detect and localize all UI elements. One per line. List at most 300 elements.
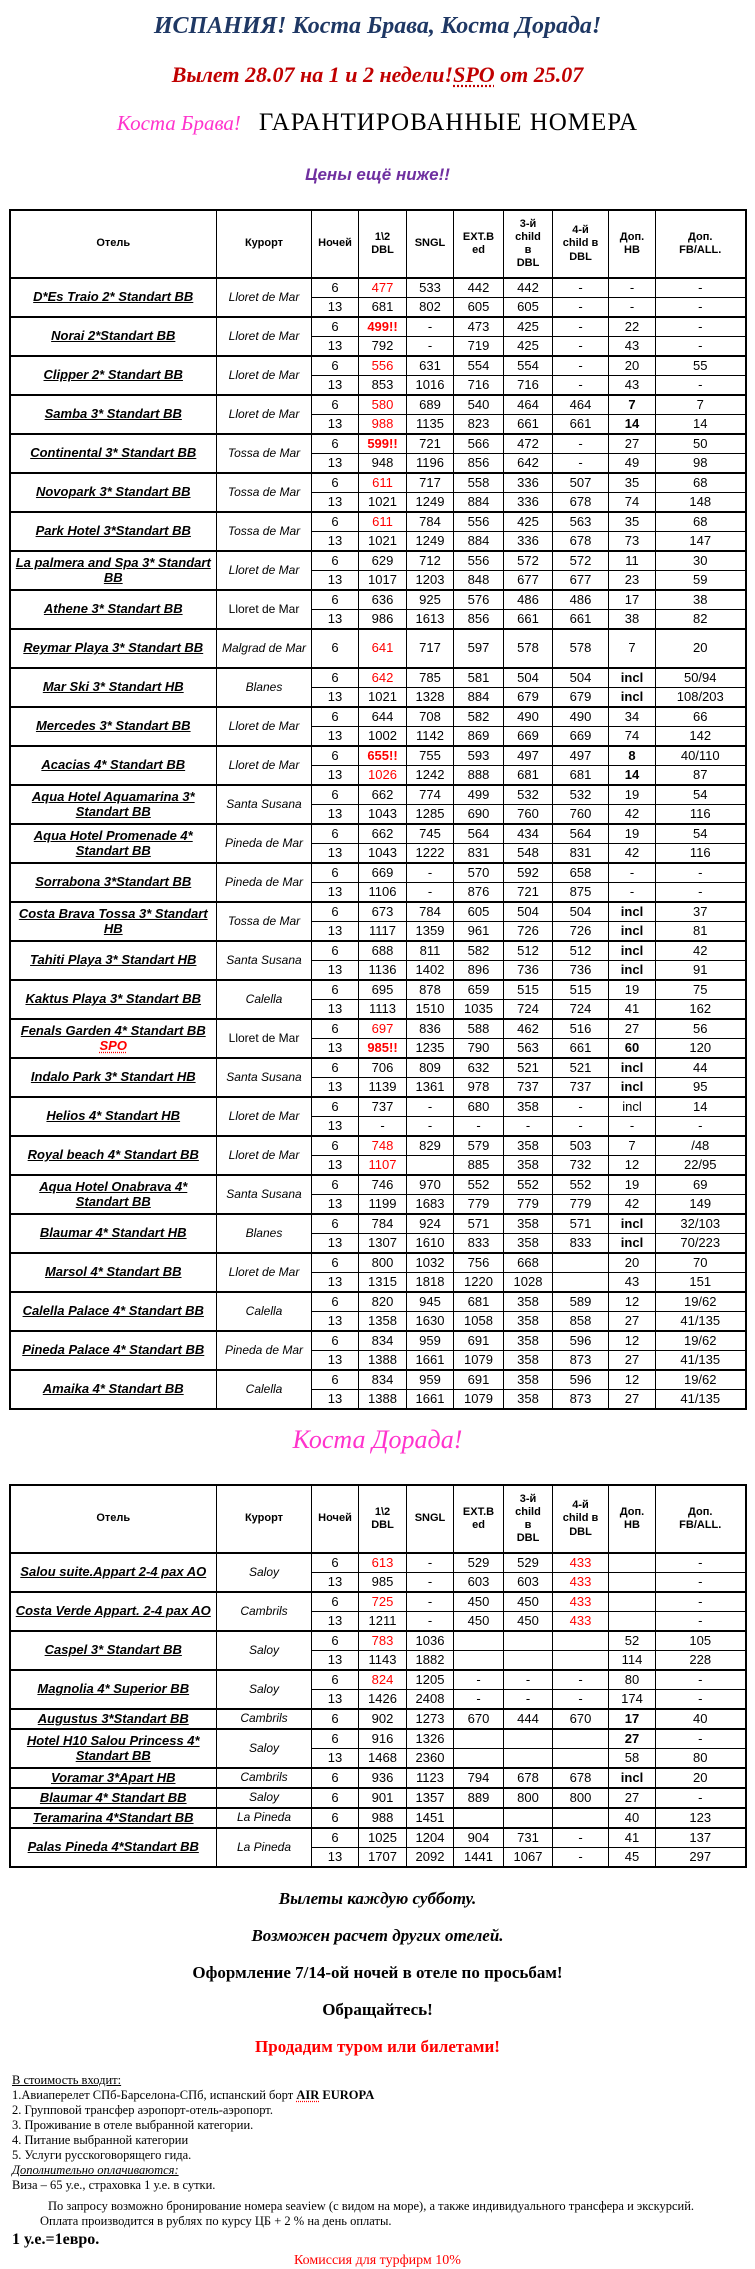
price-cell: 1402 xyxy=(407,961,454,981)
price-row xyxy=(10,1670,746,1690)
hotel-name-cell xyxy=(10,1331,217,1370)
hotel-name: Teramarina 4*Standart BB xyxy=(32,1809,194,1825)
hotel-name: Aqua Hotel Aquamarina 3* Standart BB xyxy=(31,789,195,819)
resort-name: Blanes xyxy=(217,668,312,707)
price-cell: 22 xyxy=(609,317,656,337)
nights-cell: 6 xyxy=(312,1828,359,1848)
column-header-1: Курорт xyxy=(217,210,312,278)
price-cell: 873 xyxy=(553,1390,609,1410)
price-cell: 148 xyxy=(656,493,746,513)
price-cell: 1135 xyxy=(407,415,454,435)
price-cell: 1002 xyxy=(359,727,407,747)
price-cell: 41/135 xyxy=(656,1312,746,1332)
price-row xyxy=(10,512,746,532)
price-cell: - xyxy=(609,278,656,298)
price-cell: 985!! xyxy=(359,1039,407,1059)
resort-name: Saloy xyxy=(217,1788,312,1808)
price-cell xyxy=(553,1651,609,1671)
hotel-name: Park Hotel 3*Standart BB xyxy=(35,523,191,539)
price-cell: 875 xyxy=(553,883,609,903)
column-header-0: Отель xyxy=(10,210,217,278)
price-cell: 1818 xyxy=(407,1273,454,1293)
price-cell: - xyxy=(656,1690,746,1710)
nights-cell: 6 xyxy=(312,317,359,337)
price-row xyxy=(10,863,746,883)
price-cell: 673 xyxy=(359,902,407,922)
price-cell: 19 xyxy=(609,1175,656,1195)
price-cell: 566 xyxy=(454,434,504,454)
price-cell: - xyxy=(553,337,609,357)
price-cell: 784 xyxy=(359,1214,407,1234)
price-cell: - xyxy=(553,434,609,454)
resort-name: Santa Susana xyxy=(217,1058,312,1097)
flight-text: 1.Авиаперелет СПб-Барселона-СПб, испанский борт xyxy=(12,2088,297,2102)
price-cell: 66 xyxy=(656,707,746,727)
nights-cell: 13 xyxy=(312,1078,359,1098)
price-cell: incl xyxy=(609,902,656,922)
price-cell: 779 xyxy=(504,1195,553,1215)
price-cell: 54 xyxy=(656,824,746,844)
nights-cell: 13 xyxy=(312,1351,359,1371)
price-cell: 605 xyxy=(454,298,504,318)
price-cell: 433 xyxy=(553,1553,609,1573)
nights-cell: 6 xyxy=(312,1058,359,1078)
nights-cell: 6 xyxy=(312,1553,359,1573)
payment-note: Оплата производится в рублях по курсу ЦБ + 2 % на день оплаты. xyxy=(40,2214,392,2228)
hotel-name: Mar Ski 3* Standart HB xyxy=(42,679,184,695)
price-cell: 658 xyxy=(553,863,609,883)
price-cell: 1106 xyxy=(359,883,407,903)
hotel-name: Salou suite.Appart 2-4 pax AO xyxy=(20,1564,207,1580)
hotel-name: Reymar Playa 3* Standart BB xyxy=(23,640,204,656)
nights-cell: 13 xyxy=(312,1039,359,1059)
price-cell: 1204 xyxy=(407,1828,454,1848)
price-cell: 450 xyxy=(454,1592,504,1612)
hotel-name: La palmera and Spa 3* Standart BB xyxy=(15,555,211,585)
price-row xyxy=(10,1370,746,1390)
price-cell: 661 xyxy=(553,415,609,435)
price-cell: 589 xyxy=(553,1292,609,1312)
price-cell: 690 xyxy=(454,805,504,825)
price-cell: 708 xyxy=(407,707,454,727)
price-cell: - xyxy=(609,883,656,903)
price-cell: 571 xyxy=(553,1214,609,1234)
price-cell: 811 xyxy=(407,941,454,961)
price-cell: 68 xyxy=(656,512,746,532)
price-cell: 578 xyxy=(553,629,609,668)
price-cell: 358 xyxy=(504,1156,553,1176)
price-cell: 669 xyxy=(359,863,407,883)
hotel-name-cell xyxy=(10,278,217,317)
price-cell: 1199 xyxy=(359,1195,407,1215)
price-row xyxy=(10,1553,746,1573)
price-cell: 81 xyxy=(656,922,746,942)
price-cell: - xyxy=(407,1553,454,1573)
price-cell: 41 xyxy=(609,1828,656,1848)
price-cell: 884 xyxy=(454,493,504,513)
price-cell xyxy=(553,1631,609,1651)
price-cell: 588 xyxy=(454,1019,504,1039)
price-cell: - xyxy=(407,1612,454,1632)
hotel-name-cell xyxy=(10,1709,217,1729)
price-cell: 60 xyxy=(609,1039,656,1059)
hotel-name: Norai 2*Standart BB xyxy=(51,328,176,344)
spo-label: SPO xyxy=(453,62,495,87)
nights-cell: 13 xyxy=(312,298,359,318)
hotel-name-cell xyxy=(10,356,217,395)
exchange-rate: 1 у.е.=1евро. xyxy=(12,2231,100,2248)
price-cell: 41/135 xyxy=(656,1351,746,1371)
costa-dorada-price-table xyxy=(9,1484,747,1868)
price-cell: 661 xyxy=(553,1039,609,1059)
price-cell: 611 xyxy=(359,512,407,532)
price-cell: 1707 xyxy=(359,1848,407,1868)
resort-name: Lloret de Mar xyxy=(217,356,312,395)
hotel-name-cell xyxy=(10,707,217,746)
column-header-7: 4-й child в DBL xyxy=(553,210,609,278)
price-cell: 873 xyxy=(553,1351,609,1371)
nights-cell: 13 xyxy=(312,688,359,708)
nights-cell: 6 xyxy=(312,629,359,668)
price-cell: 948 xyxy=(359,454,407,474)
price-cell: 888 xyxy=(454,766,504,786)
price-cell: incl xyxy=(609,1214,656,1234)
price-cell: 19/62 xyxy=(656,1292,746,1312)
price-cell: - xyxy=(407,337,454,357)
price-row xyxy=(10,1058,746,1078)
nights-cell: 13 xyxy=(312,1312,359,1332)
price-cell: 755 xyxy=(407,746,454,766)
price-cell: 27 xyxy=(609,1729,656,1749)
price-cell: 7 xyxy=(609,629,656,668)
price-cell: 831 xyxy=(553,844,609,864)
hotel-name: Clipper 2* Standart BB xyxy=(43,367,183,383)
hotel-name-cell xyxy=(10,1058,217,1097)
price-cell: 945 xyxy=(407,1292,454,1312)
price-cell: 613 xyxy=(359,1553,407,1573)
nights-cell: 13 xyxy=(312,1612,359,1632)
price-cell: 20 xyxy=(609,356,656,376)
price-cell: 790 xyxy=(454,1039,504,1059)
price-cell: 1021 xyxy=(359,688,407,708)
hotel-name: Acacias 4* Standart BB xyxy=(41,757,186,773)
price-cell: 631 xyxy=(407,356,454,376)
price-cell: 678 xyxy=(504,1768,553,1788)
price-cell: 2360 xyxy=(407,1749,454,1769)
price-cell: 50/94 xyxy=(656,668,746,688)
price-cell: 785 xyxy=(407,668,454,688)
resort-name: Saloy xyxy=(217,1631,312,1670)
price-cell: 11 xyxy=(609,551,656,571)
price-cell: - xyxy=(609,298,656,318)
price-cell: 486 xyxy=(504,590,553,610)
price-row xyxy=(10,902,746,922)
price-cell xyxy=(553,1749,609,1769)
hotel-name: Fenals Garden 4* Standart BB xyxy=(20,1023,206,1039)
price-cell: 7 xyxy=(609,1136,656,1156)
price-cell: 19/62 xyxy=(656,1370,746,1390)
price-cell: 1882 xyxy=(407,1651,454,1671)
price-cell: 529 xyxy=(504,1553,553,1573)
price-cell: - xyxy=(553,1117,609,1137)
price-cell xyxy=(504,1651,553,1671)
price-cell: 149 xyxy=(656,1195,746,1215)
price-cell: 642 xyxy=(359,668,407,688)
price-cell: 556 xyxy=(454,551,504,571)
nights-cell: 6 xyxy=(312,1331,359,1351)
price-row xyxy=(10,317,746,337)
price-cell: - xyxy=(656,1729,746,1749)
price-cell: 556 xyxy=(359,356,407,376)
price-cell: 174 xyxy=(609,1690,656,1710)
price-cell: 670 xyxy=(553,1709,609,1729)
price-cell: 558 xyxy=(454,473,504,493)
hotel-name: Hotel H10 Salou Princess 4* Standart BB xyxy=(26,1733,200,1763)
price-cell: incl xyxy=(609,1234,656,1254)
price-row xyxy=(10,1175,746,1195)
price-cell: 856 xyxy=(454,454,504,474)
price-row xyxy=(10,980,746,1000)
price-cell: 27 xyxy=(609,1788,656,1808)
price-list-document xyxy=(0,12,755,2268)
price-cell: 19 xyxy=(609,824,656,844)
nights-cell: 6 xyxy=(312,1729,359,1749)
hotel-name: Augustus 3*Standart BB xyxy=(37,1710,189,1726)
price-cell: 596 xyxy=(553,1331,609,1351)
price-cell: 44 xyxy=(656,1058,746,1078)
price-cell: 80 xyxy=(656,1749,746,1769)
resort-name: La Pineda xyxy=(217,1808,312,1828)
price-cell: 1426 xyxy=(359,1690,407,1710)
price-cell: 978 xyxy=(454,1078,504,1098)
resort-name: Malgrad de Mar xyxy=(217,629,312,668)
price-cell: - xyxy=(454,1690,504,1710)
price-cell: 91 xyxy=(656,961,746,981)
price-cell: 925 xyxy=(407,590,454,610)
price-cell: 831 xyxy=(454,844,504,864)
price-cell xyxy=(609,1612,656,1632)
price-cell: - xyxy=(656,883,746,903)
price-cell: - xyxy=(553,1848,609,1868)
hotel-name-cell xyxy=(10,1214,217,1253)
price-cell: - xyxy=(553,1828,609,1848)
price-cell: 45 xyxy=(609,1848,656,1868)
price-cell: 358 xyxy=(504,1136,553,1156)
price-cell: 579 xyxy=(454,1136,504,1156)
price-cell: - xyxy=(407,883,454,903)
hotel-name-cell xyxy=(10,590,217,629)
price-cell: 824 xyxy=(359,1670,407,1690)
price-cell: 497 xyxy=(553,746,609,766)
price-cell: 836 xyxy=(407,1019,454,1039)
nights-cell: 6 xyxy=(312,1370,359,1390)
price-cell: 358 xyxy=(504,1370,553,1390)
price-cell: 554 xyxy=(504,356,553,376)
price-cell: 425 xyxy=(504,337,553,357)
price-cell: 87 xyxy=(656,766,746,786)
hotel-name-cell xyxy=(10,1175,217,1214)
price-cell: 444 xyxy=(504,1709,553,1729)
nights-cell: 13 xyxy=(312,1234,359,1254)
price-cell: 1123 xyxy=(407,1768,454,1788)
price-cell: - xyxy=(656,376,746,396)
price-cell: 564 xyxy=(454,824,504,844)
hotel-name: Helios 4* Standart HB xyxy=(46,1108,181,1124)
column-header-7: 4-й child в DBL xyxy=(553,1485,609,1553)
price-cell: 856 xyxy=(454,610,504,630)
resort-name: Lloret de Mar xyxy=(217,395,312,434)
price-cell: 679 xyxy=(553,688,609,708)
price-row xyxy=(10,746,746,766)
price-cell: 1661 xyxy=(407,1351,454,1371)
resort-name: Blanes xyxy=(217,1214,312,1253)
hotel-name-cell xyxy=(10,1592,217,1631)
included-item-accommodation: 3. Проживание в отеле выбранной категории. xyxy=(12,2118,254,2132)
price-cell: 358 xyxy=(504,1351,553,1371)
hotel-name: Athene 3* Standart BB xyxy=(43,601,183,617)
price-cell: 19 xyxy=(609,785,656,805)
extra-payments-title: Дополнительно оплачиваются: xyxy=(12,2163,179,2177)
hotel-name: Amaika 4* Standart BB xyxy=(42,1381,184,1397)
price-includes-title: В стоимость входит: xyxy=(12,2073,122,2087)
price-cell: - xyxy=(656,1117,746,1137)
note-nights-booking: Оформление 7/14-ой ночей в отеле по просьбам! xyxy=(192,1963,563,1982)
price-cell: 800 xyxy=(504,1788,553,1808)
nights-cell: 6 xyxy=(312,1097,359,1117)
price-cell xyxy=(609,1573,656,1593)
nights-cell: 6 xyxy=(312,785,359,805)
hotel-name: Blaumar 4* Standart BB xyxy=(39,1789,187,1805)
hotel-name: Sorrabona 3*Standart BB xyxy=(35,874,192,890)
table-header-row xyxy=(10,1485,746,1553)
price-cell: 43 xyxy=(609,376,656,396)
hotel-name: Costa Verde Appart. 2-4 pax AO xyxy=(15,1603,211,1619)
price-cell: incl xyxy=(609,961,656,981)
price-cell: 985 xyxy=(359,1573,407,1593)
hotel-name: D*Es Traio 2* Standart BB xyxy=(33,289,194,305)
price-cell: incl xyxy=(609,941,656,961)
price-row xyxy=(10,1631,746,1651)
price-row xyxy=(10,1136,746,1156)
price-cell: 1326 xyxy=(407,1729,454,1749)
nights-cell: 6 xyxy=(312,473,359,493)
hotel-name: Samba 3* Standart BB xyxy=(44,406,182,422)
column-header-0: Отель xyxy=(10,1485,217,1553)
hotel-name-cell xyxy=(10,824,217,863)
price-cell: 988 xyxy=(359,415,407,435)
price-cell: 593 xyxy=(454,746,504,766)
price-cell: 916 xyxy=(359,1729,407,1749)
resort-name: Santa Susana xyxy=(217,785,312,824)
resort-name: Cambrils xyxy=(217,1592,312,1631)
price-cell: 336 xyxy=(504,473,553,493)
price-cell: 40/110 xyxy=(656,746,746,766)
price-cell: - xyxy=(656,863,746,883)
price-cell: 802 xyxy=(407,298,454,318)
price-row xyxy=(10,356,746,376)
nights-cell: 6 xyxy=(312,668,359,688)
price-row xyxy=(10,1214,746,1234)
price-cell: 1017 xyxy=(359,571,407,591)
column-header-3: 1\2 DBL xyxy=(359,210,407,278)
price-cell: 548 xyxy=(504,844,553,864)
hotel-name: Magnolia 4* Superior BB xyxy=(37,1681,190,1697)
resort-name: Lloret de Mar xyxy=(217,1136,312,1175)
nights-cell: 6 xyxy=(312,1788,359,1808)
hotel-name-cell xyxy=(10,1370,217,1409)
note-sell-tours-or-tickets: Продадим туром или билетами! xyxy=(255,2037,500,2056)
price-cell: 504 xyxy=(553,668,609,688)
price-cell: 725 xyxy=(359,1592,407,1612)
visa-insurance-text: Виза – 65 у.е., страховка 1 у.е. в сутки. xyxy=(12,2178,216,2192)
airline-name xyxy=(296,2088,374,2102)
price-cell: - xyxy=(553,317,609,337)
column-header-4: SNGL xyxy=(407,210,454,278)
price-cell: - xyxy=(407,1573,454,1593)
price-cell: 1205 xyxy=(407,1670,454,1690)
price-cell: 678 xyxy=(553,1768,609,1788)
hotel-name: Blaumar 4* Standart HB xyxy=(39,1225,187,1241)
price-cell: 450 xyxy=(454,1612,504,1632)
price-cell xyxy=(553,1253,609,1273)
price-cell: 794 xyxy=(454,1768,504,1788)
price-cell: 677 xyxy=(553,571,609,591)
nights-cell: 13 xyxy=(312,415,359,435)
price-cell: 507 xyxy=(553,473,609,493)
column-header-2: Ночей xyxy=(312,1485,359,1553)
price-cell: 988 xyxy=(359,1808,407,1828)
resort-name: Lloret de Mar xyxy=(217,1019,312,1058)
nights-cell: 13 xyxy=(312,1749,359,1769)
price-cell: 1510 xyxy=(407,1000,454,1020)
price-row xyxy=(10,1331,746,1351)
resort-name: Lloret de Mar xyxy=(217,590,312,629)
hotel-name-cell xyxy=(10,1019,217,1058)
price-cell: 580 xyxy=(359,395,407,415)
column-header-8: Доп. HB xyxy=(609,210,656,278)
price-cell: 884 xyxy=(454,532,504,552)
price-row xyxy=(10,707,746,727)
included-item-meals: 4. Питание выбранной категории xyxy=(12,2133,189,2147)
price-cell: 20 xyxy=(656,1768,746,1788)
price-cell: 7 xyxy=(656,395,746,415)
nights-cell: 13 xyxy=(312,1273,359,1293)
nights-cell: 13 xyxy=(312,1156,359,1176)
price-cell: incl xyxy=(609,1058,656,1078)
nights-cell: 6 xyxy=(312,1709,359,1729)
nights-cell: 6 xyxy=(312,824,359,844)
price-cell: 1235 xyxy=(407,1039,454,1059)
nights-cell: 13 xyxy=(312,1000,359,1020)
resort-name: Calella xyxy=(217,1292,312,1331)
promo-text: Цены ещё ниже!! xyxy=(305,165,450,184)
price-cell: 82 xyxy=(656,610,746,630)
column-header-6: 3-й child в DBL xyxy=(504,210,553,278)
price-cell: 572 xyxy=(553,551,609,571)
price-cell: 1451 xyxy=(407,1808,454,1828)
price-cell: 521 xyxy=(504,1058,553,1078)
resort-name: Pineda de Mar xyxy=(217,824,312,863)
price-cell: 512 xyxy=(504,941,553,961)
nights-cell: 13 xyxy=(312,610,359,630)
price-cell: 499!! xyxy=(359,317,407,337)
resort-name: Lloret de Mar xyxy=(217,278,312,317)
nights-cell: 6 xyxy=(312,1631,359,1651)
price-cell: - xyxy=(553,454,609,474)
price-cell xyxy=(504,1808,553,1828)
price-cell: - xyxy=(407,317,454,337)
price-cell: 717 xyxy=(407,629,454,668)
